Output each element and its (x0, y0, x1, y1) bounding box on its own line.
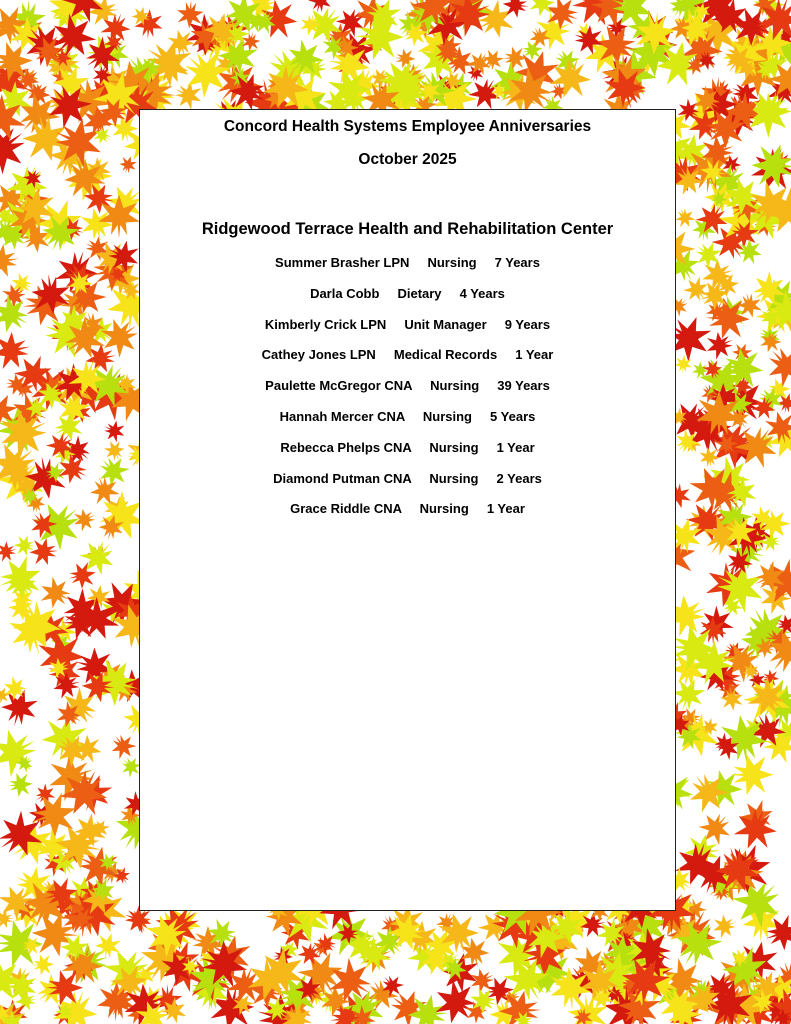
maple-leaf-icon (29, 537, 59, 566)
maple-leaf-icon (693, 806, 738, 851)
employee-row: Darla Cobb Dietary 4 Years (310, 285, 505, 301)
maple-leaf-icon (503, 46, 528, 69)
employee-row: Diamond Putman CNA Nursing 2 Years (273, 470, 542, 486)
employee-row: Grace Riddle CNA Nursing 1 Year (290, 501, 525, 517)
maple-leaf-icon (106, 729, 141, 764)
maple-leaf-icon (674, 354, 693, 374)
employee-row: Rebecca Phelps CNA Nursing 1 Year (280, 439, 535, 455)
employee-row: Hannah Mercer CNA Nursing 5 Years (279, 408, 536, 424)
page-title: Concord Health Systems Employee Anniversaries (223, 118, 592, 135)
maple-leaf-icon (0, 685, 42, 731)
maple-leaf-icon (101, 437, 128, 464)
maple-leaf-icon (0, 909, 15, 929)
maple-leaf-icon (0, 540, 19, 564)
maple-leaf-icon (709, 911, 739, 940)
maple-leaf-icon (729, 801, 783, 857)
employee-anniversary-list (140, 253, 675, 530)
employee-row: Kimberly Crick LPN Unit Manager 9 Years (264, 316, 551, 332)
maple-leaf-icon (394, 48, 416, 69)
employee-row: Summer Brasher LPN Nursing 7 Years (275, 255, 540, 270)
month-subtitle: October 2025 (358, 151, 457, 168)
maple-leaf-icon (35, 572, 77, 613)
employee-row: Paulette McGregor CNA Nursing 39 Years (265, 378, 550, 394)
maple-leaf-icon (176, 0, 204, 29)
maple-leaf-icon (306, 0, 335, 16)
maple-leaf-icon (698, 445, 721, 469)
maple-leaf-icon (681, 765, 735, 820)
anniversary-announcement-panel (139, 109, 676, 911)
employee-row: Cathey Jones LPN Medical Records 1 Year (261, 347, 554, 363)
maple-leaf-icon (31, 954, 55, 976)
maple-leaf-icon (100, 417, 129, 445)
maple-leaf-icon (0, 242, 21, 279)
facility-heading: Ridgewood Terrace Health and Rehabilitation Center (201, 220, 614, 238)
maple-leaf-icon (0, 721, 46, 784)
